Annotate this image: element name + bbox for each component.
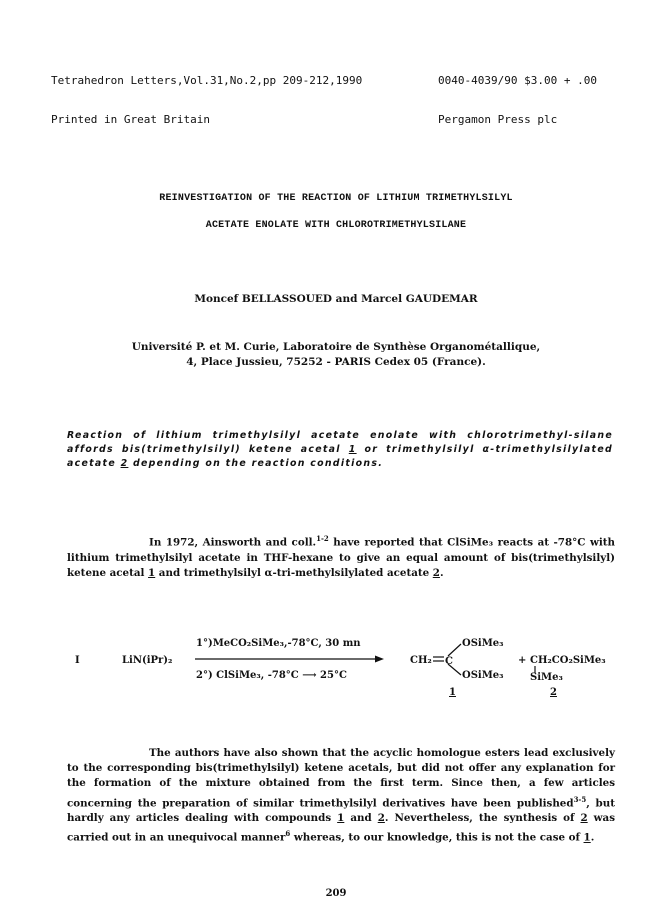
body-text: and trimethylsilyl α-tri-methylsilylated acetate	[155, 566, 433, 579]
scheme-label: I	[75, 655, 80, 666]
body-text: .	[590, 831, 595, 844]
publisher-line: Pergamon Press plc	[438, 113, 558, 126]
body-text: The authors have also shown that the acyclic homologue esters lead exclusively to the corresponding bis(trimethylsilyl) ketene acetals, but did not offer any explanation for the formation of the mixture obtained from the first term. Since then, a few articles concerning the preparation of similar trimethylsilyl derivatives have been published	[67, 747, 615, 810]
body-text: and	[344, 812, 378, 825]
compound-ref: 1	[148, 566, 156, 579]
abstract-text: Reaction of lithium trimethylsilyl acetate enolate with chlorotrimethyl-silane affords bis(trimethylsilyl) ketene acetal	[67, 430, 613, 455]
abstract-text: depending on the reaction conditions.	[128, 458, 384, 469]
abstract-text: or trimethylsilyl α-trimethylsilylated acetate	[67, 444, 613, 469]
abstract	[67, 429, 613, 471]
compound-ref: 1	[583, 831, 591, 844]
body-text: whereas, to our knowledge, this is not the case of	[290, 831, 584, 844]
product-2-main: CH₂CO₂SiMe₃	[530, 655, 606, 666]
step-1-conditions: 1°)MeCO₂SiMe₃,-78°C, 30 mn	[196, 638, 361, 649]
affiliation-line-2: 4, Place Jussieu, 75252 - PARIS Cedex 05 (France).	[186, 356, 486, 368]
body-text: . Nevertheless, the synthesis of	[384, 812, 581, 825]
citation-line: Tetrahedron Letters,Vol.31,No.2,pp 209-212,1990	[51, 74, 363, 87]
title-line-1: REINVESTIGATION OF THE REACTION OF LITHIUM TRIMETHYLSILYL	[159, 193, 513, 204]
affiliation-line-1: Université P. et M. Curie, Laboratoire de Synthèse Organométallique,	[131, 341, 541, 353]
compound-ref: 2	[432, 566, 440, 579]
citation-superscript: 6	[285, 829, 291, 839]
reagent: LiN(iPr)₂	[122, 655, 173, 666]
product-1-ch2: CH₂	[410, 655, 432, 666]
svg-text:C: C	[445, 656, 453, 666]
compound-ref: 1	[348, 444, 357, 455]
body-text: In 1972, Ainsworth and coll.	[149, 536, 317, 549]
compound-number-2: 2	[550, 687, 557, 698]
price-line: 0040-4039/90 $3.00 + .00	[438, 74, 597, 87]
title-line-2: ACETATE ENOLATE WITH CHLOROTRIMETHYLSILANE	[205, 220, 467, 231]
publisher-info	[438, 48, 597, 139]
product-1-top-group: OSiMe₃	[462, 638, 504, 649]
paragraph-2	[67, 746, 615, 846]
citation-superscript: 1-2	[316, 534, 329, 543]
product-2-substituent: SiMe₃	[530, 672, 563, 683]
printed-line: Printed in Great Britain	[51, 113, 210, 126]
compound-ref: 1	[337, 812, 345, 825]
authors: Moncef BELLASSOUED and Marcel GAUDEMAR	[194, 293, 478, 305]
reaction-arrow	[195, 654, 385, 664]
body-text: was carried out in an unequivocal manner	[67, 812, 616, 844]
citation-superscript: 3-5	[573, 794, 587, 804]
body-text: .	[439, 566, 444, 579]
plus-sign: +	[518, 655, 527, 666]
compound-number-1: 1	[449, 687, 456, 698]
body-text: , but hardly any articles dealing with compounds	[67, 797, 615, 825]
page-number: 209	[325, 888, 347, 899]
compound-ref: 2	[377, 812, 385, 825]
journal-citation	[51, 48, 362, 139]
compound-ref: 2	[120, 458, 129, 469]
paragraph-1	[67, 531, 615, 581]
product-1-bottom-group: OSiMe₃	[462, 670, 504, 681]
step-2-conditions: 2°) ClSiMe₃, -78°C ⟶ 25°C	[196, 670, 347, 681]
compound-ref: 2	[580, 812, 588, 825]
body-text: have reported that ClSiMe₃ reacts at -78°C with lithium trimethylsilyl acetate in THF-hexane to give an equal amount of bis(trimethylsilyl) ketene acetal	[67, 536, 616, 579]
